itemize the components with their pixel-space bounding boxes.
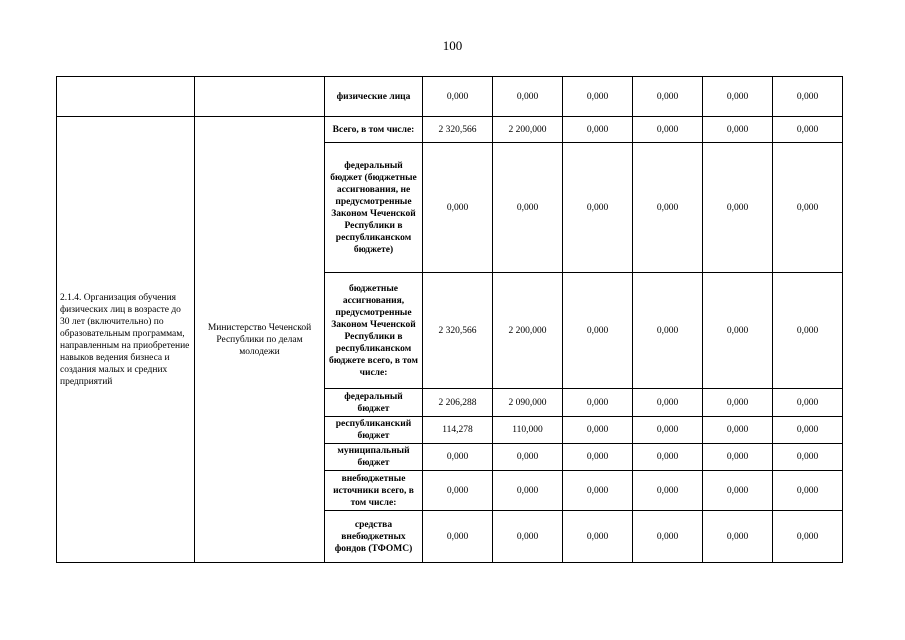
value-cell: 0,000 [773,273,843,389]
value-cell: 110,000 [493,417,563,444]
value-cell: 0,000 [563,389,633,417]
value-cell: 2 320,566 [423,117,493,143]
value-cell: 0,000 [773,417,843,444]
value-cell: 0,000 [493,511,563,563]
value-cell: 0,000 [423,143,493,273]
value-cell: 0,000 [703,389,773,417]
value-cell: 0,000 [423,444,493,471]
value-cell: 0,000 [563,511,633,563]
value-cell: 0,000 [633,143,703,273]
value-cell: 2 200,000 [493,117,563,143]
value-cell: 0,000 [563,417,633,444]
funding-source-cell: средства внебюджетных фондов (ТФОМС) [325,511,423,563]
responsible-organization-cell: Министерство Чеченской Республики по делам молодежи [195,117,325,563]
funding-source-cell: муниципальный бюджет [325,444,423,471]
value-cell: 2 090,000 [493,389,563,417]
budget-table [56,76,843,563]
value-cell: 0,000 [773,389,843,417]
funding-source-cell: федеральный бюджет [325,389,423,417]
value-cell: 0,000 [633,117,703,143]
value-cell: 0,000 [493,77,563,117]
value-cell: 0,000 [633,77,703,117]
value-cell: 0,000 [423,511,493,563]
value-cell: 0,000 [563,143,633,273]
value-cell: 0,000 [703,444,773,471]
value-cell: 2 320,566 [423,273,493,389]
table-row [57,77,843,117]
value-cell: 0,000 [563,471,633,511]
value-cell: 0,000 [493,444,563,471]
value-cell: 0,000 [563,117,633,143]
value-cell: 0,000 [703,77,773,117]
value-cell: 114,278 [423,417,493,444]
value-cell: 0,000 [633,417,703,444]
value-cell: 2 200,000 [493,273,563,389]
value-cell: 0,000 [423,471,493,511]
funding-source-cell: бюджетные ассигнования, предусмотренные Законом Чеченской Республики в республиканском бюджете всего, в том числе: [325,273,423,389]
value-cell: 0,000 [703,143,773,273]
value-cell: 0,000 [703,471,773,511]
value-cell: 0,000 [633,444,703,471]
funding-source-cell: внебюджетные источники всего, в том числе: [325,471,423,511]
value-cell: 0,000 [633,389,703,417]
value-cell: 0,000 [773,444,843,471]
value-cell: 0,000 [493,471,563,511]
measure-description-cell: 2.1.4. Организация обучения физических лиц в возрасте до 30 лет (включительно) по образовательным программам, направленным на приобретение навыков ведения бизнеса и создания малых и средних предприятий [57,117,195,563]
value-cell: 0,000 [703,273,773,389]
table-body [57,77,843,563]
value-cell: 0,000 [563,273,633,389]
page-number: 100 [442,38,463,53]
value-cell: 0,000 [773,143,843,273]
table-cell-empty [57,77,195,117]
value-cell: 0,000 [633,471,703,511]
funding-source-cell: физические лица [325,77,423,117]
table-cell-empty [195,77,325,117]
value-cell: 0,000 [773,77,843,117]
value-cell: 0,000 [703,511,773,563]
value-cell: 0,000 [773,117,843,143]
value-cell: 0,000 [563,77,633,117]
funding-source-cell: республиканский бюджет [325,417,423,444]
value-cell: 0,000 [633,511,703,563]
funding-source-cell: федеральный бюджет (бюджетные ассигнования, не предусмотренные Законом Чеченской Республики в республиканском бюджете) [325,143,423,273]
value-cell: 0,000 [773,511,843,563]
value-cell: 0,000 [423,77,493,117]
value-cell: 0,000 [773,471,843,511]
value-cell: 0,000 [703,417,773,444]
value-cell: 0,000 [703,117,773,143]
value-cell: 0,000 [493,143,563,273]
table-row [57,117,843,143]
funding-source-cell: Всего, в том числе: [325,117,423,143]
value-cell: 2 206,288 [423,389,493,417]
value-cell: 0,000 [633,273,703,389]
value-cell: 0,000 [563,444,633,471]
